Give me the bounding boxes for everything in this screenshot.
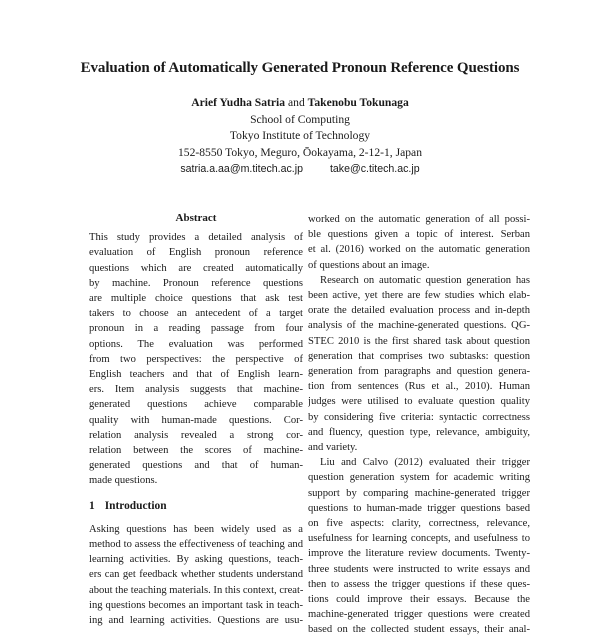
text-line: generated questions achieve comparable — [89, 399, 303, 411]
section-title: Introduction — [104, 499, 167, 512]
text-line: learning activities. By asking questions, teach- — [89, 554, 303, 566]
text-line: English teachers and that of English learn- — [89, 369, 303, 381]
author-1: Arief Yudha Satria — [191, 96, 286, 109]
text-line: generation that comprises two subtasks: question — [308, 350, 530, 362]
text-line: Research on automatic question generation has — [320, 274, 530, 286]
text-line: and variety. — [308, 442, 358, 454]
text-line: tions could improve their essays. Because the — [308, 594, 530, 606]
text-line: takers to choose an antecedent of a target — [89, 308, 303, 320]
text-line: Liu and Calvo (2012) evaluated their trigger — [320, 457, 530, 469]
affiliation-line: School of Computing — [250, 112, 350, 126]
text-line: by machine. Pronoun reference questions — [89, 277, 303, 289]
text-line: ing and learning activities. Questions are usu- — [89, 615, 303, 627]
text-line: quality with human-made questions. Cor- — [89, 414, 303, 426]
paragraph — [308, 455, 530, 637]
text-line: relation between the scores of machine- — [89, 445, 303, 457]
text-line: support by comparing machine-generated trigger — [308, 487, 530, 499]
author-block — [0, 95, 600, 178]
section-number: 1 — [89, 499, 95, 512]
text-line: by considering five criteria: syntactic correctness — [308, 411, 530, 423]
text-line: been active, yet there are few studies which elab- — [308, 290, 530, 302]
text-line: analysis of the machine-generated questions. QG- — [308, 320, 530, 332]
text-line: worked on the automatic generation of all possi- — [308, 214, 530, 225]
paragraph — [308, 273, 530, 455]
author-names — [0, 95, 600, 112]
left-column — [89, 211, 303, 628]
section-heading-introduction — [89, 499, 303, 514]
text-line: generated questions and that of human- — [89, 460, 303, 472]
text-line: improve the literature review documents. Twenty- — [308, 548, 530, 560]
text-line: evaluation of English pronoun reference — [89, 247, 303, 259]
text-line: generation from paragraphs and question genera- — [308, 366, 530, 378]
text-line: Asking questions has been widely used as a — [89, 523, 303, 535]
text-line: judges were utilised to evaluate question quality — [308, 396, 530, 408]
text-line: STEC 2010 is the first shared task about question — [308, 335, 530, 347]
text-line: ers can get feedback whether students understand — [89, 569, 303, 581]
text-line: questions which are created automatically — [89, 262, 303, 274]
email-1[interactable]: satria.a.aa@m.titech.ac.jp — [180, 163, 303, 176]
text-line: from two perspectives: the perspective of — [89, 353, 303, 365]
text-line: relation analysis revealed a strong cor- — [89, 429, 303, 441]
author-emails — [0, 161, 600, 178]
author-2: Takenobu Tokunaga — [307, 96, 409, 109]
author-conjunction: and — [288, 96, 305, 109]
affiliation-line: 152-8550 Tokyo, Meguro, Ōokayama, 2-12-1, Japan — [177, 145, 422, 159]
text-line: ing questions becomes an important task in teach- — [89, 599, 303, 611]
text-line: et al. (2016) worked on the automatic generation — [308, 244, 530, 256]
text-line: orate the detailed evaluation process and in-depth — [308, 305, 530, 317]
paragraph — [308, 212, 530, 273]
text-line: method to assess the effectiveness of teaching and — [89, 539, 303, 551]
affiliation-line: Tokyo Institute of Technology — [229, 129, 371, 143]
text-line: are multiple choice questions that ask test — [89, 293, 303, 305]
introduction-body — [89, 522, 303, 628]
text-line: machine-generated trigger questions were created — [308, 609, 530, 621]
text-line: made questions. — [89, 475, 158, 487]
paper-title: Evaluation of Automatically Generated Pronoun Reference Questions — [80, 60, 520, 76]
text-line: ers. Item analysis suggests that machine- — [89, 384, 303, 396]
text-line: usefulness for learning concepts, and usefulness to — [308, 533, 530, 545]
text-line: on five aspects: clarity, correctness, relevance, — [308, 518, 530, 530]
text-line: tion from sentences (Rus et al., 2010). Human — [308, 381, 530, 393]
text-line: of questions about an image. — [308, 259, 430, 271]
text-line: pronoun in a reading passage from four — [89, 323, 303, 335]
abstract-heading: Abstract — [175, 212, 217, 224]
text-line: question generation system for academic writing — [308, 472, 530, 484]
text-line: ble questions given a topic of interest. Serban — [308, 229, 530, 241]
text-line: about the teaching materials. In this context, creat- — [89, 584, 303, 596]
right-column — [308, 212, 530, 638]
text-line: This study provides a detailed analysis of — [89, 232, 303, 244]
text-line: then to assess the trigger questions if these ques- — [308, 578, 530, 590]
text-line: and fluency, question type, relevance, ambiguity, — [308, 426, 530, 438]
text-line: three students were instructed to write essays and — [308, 563, 530, 575]
text-line: questions to human-made trigger questions based — [308, 502, 530, 514]
abstract-body — [89, 230, 303, 488]
email-2[interactable]: take@c.titech.ac.jp — [329, 163, 420, 176]
text-line: based on the collected student essays, their anal- — [308, 624, 530, 636]
text-line: options. The evaluation was performed — [89, 338, 303, 350]
